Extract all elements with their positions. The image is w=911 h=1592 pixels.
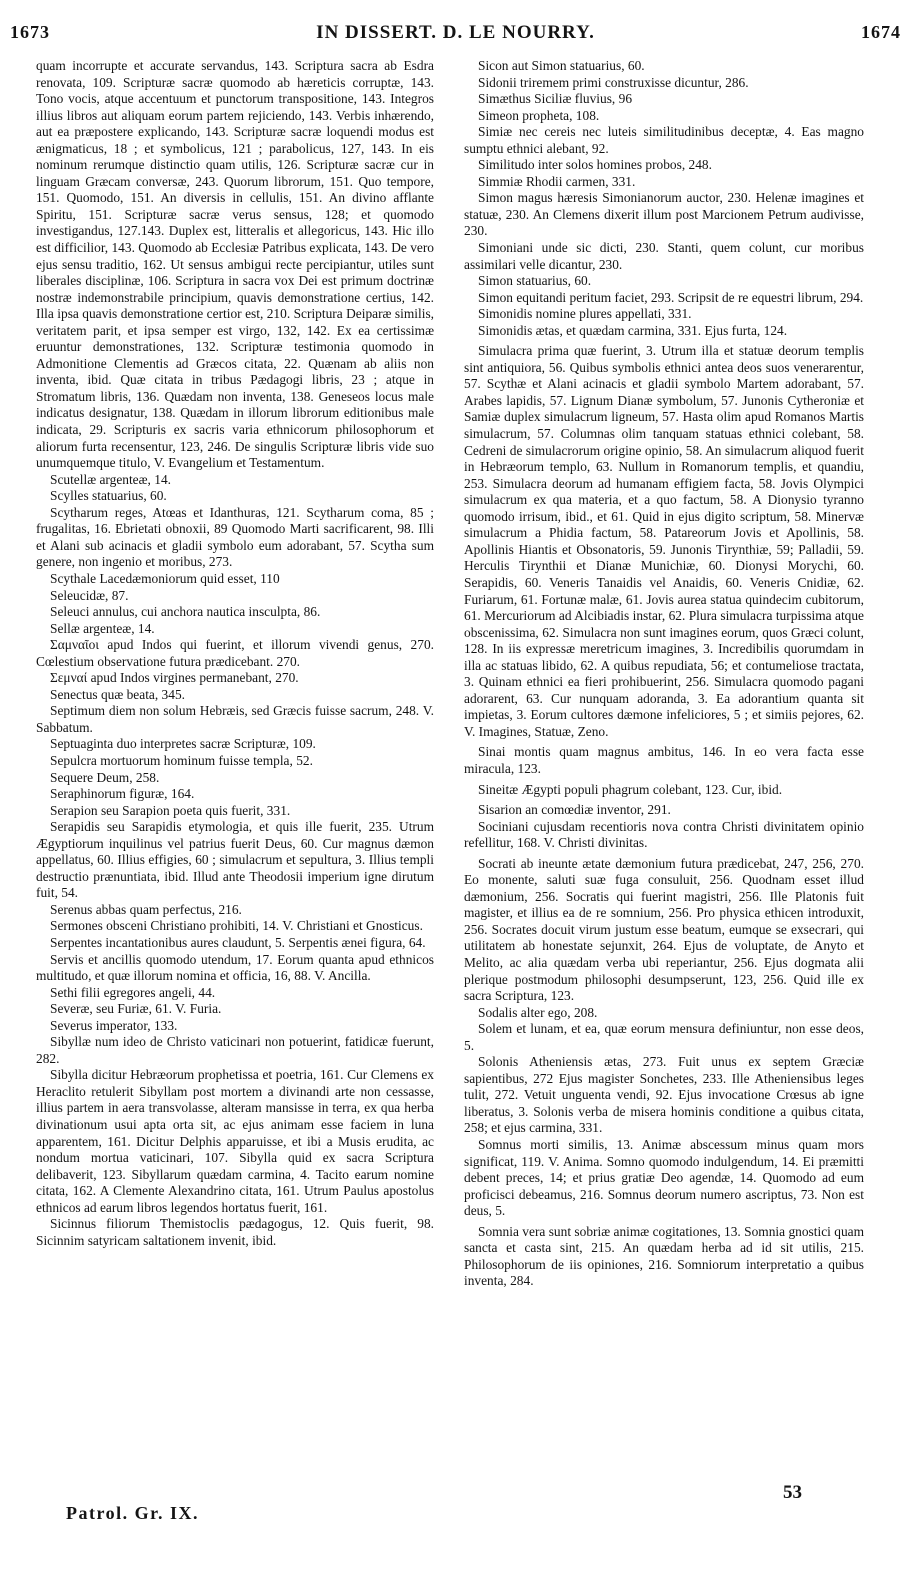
signature-number: 53 [783, 1482, 802, 1503]
index-entry: Sibyllæ num ideo de Christo vaticinari non potuerint, fatidicæ fuerunt, 282. [36, 1034, 434, 1066]
index-entry: Σεμναί apud Indos virgines permanebant, 270. [50, 670, 299, 686]
index-entry: Sidonii triremem primi construxisse dicuntur, 286. [478, 74, 749, 90]
page-header [10, 18, 901, 48]
index-entry: Scylles statuarius, 60. [50, 488, 167, 504]
index-entry: Solem et lunam, et ea, quæ eorum mensura definiuntur, non esse deos, 5. [464, 1021, 864, 1053]
right-column [464, 58, 864, 1290]
index-entry: Σαμναῖοι apud Indos qui fuerint, et illorum vivendi genus, 270. Cœlestium observatione futura prædicebant. 270. [36, 637, 434, 669]
index-entry: Socrati ab ineunte ætate dæmonium futura prædicebat, 247, 256, 270. Eo monente, saluti suæ fuga consuluit, 256. Quodnam esset illud dæmonium, 256. Socratis qui fuerint magistri, 256. Ille Platonis fuit magister, et illius ea de re somnium, 256. Pro physica ethicen introduxit, 256. Socrates docuit virum justum esse beatum, eumque se exsecrari, qui utilitatem ab honestate sejunxit, 264. Ejus de voluptate, de Anyto et Melito, ac alia quædam verba ubi reperiantur, 256. Ejus dogmata alii plerique postmodum philosophi desumpserunt, 123, 256. Quid ille ex sacra Scriptura, 123. [464, 855, 864, 1004]
index-entry: quam incorrupte et accurate servandus, 143. Scriptura sacra ab Esdra renovata, 109. Scripturæ sacræ quomodo ab hæreticis corruptæ, 143. Tono vocis, atque accentuum et punctorum transpositione, 143. Integros illius libros aut aliquam eorum partem rejiciendo, 143. Verbis inhærendo, aut ea præpostere explicando, 143. Scripturæ sacræ loquendi modus est ænigmaticus, 18 ; et symbolicus, 121 ; parabolicus, 127, 143. In eis nominum rerumque distinctio quam utilis, 126. Scripturæ sacræ cur in linguam Græcam conversæ, 243. Quorum librorum, 151. Quo tempore, 151. Quomodo, 151. An diversis in cellulis, 151. An divino afflante Spiritu, 151. Scripturæ sacræ verus sensus, 128; et quomodo investigandus, 127.143. Duplex est, litteralis et allegoricus, 143. Hic illo est difficilior, 143. Quomodo ab Ecclesiæ Patribus explicata, 143. De vero ejus sensu traditio, 162. Ut sensus ambigui recte percipiantur, utiles sunt liberales disciplinæ, 106. Scriptura in sacra vox Dei est primum doctrinæ nostræ indemonstrabile principium, quavis demonstratione certius, 142. Illa ipsa quavis demonstratione certior est, 210. Scriptura Deiparæ similis, veritatem parit, et ipsa semper est virgo, 132, 142. Ex ea certissimæ eruuntur demonstrationes, 132. Scripturæ testimonia quomodo in Admonitione Clementis ad Græcos citata, 22. Quænam ab aliis non inventa, ibid. Quæ citata in tribus Pædagogi libris, 23 ; atque in Stromatum libris, 136. Quædam non inventa, 138. Geneseos locus male indicatus designatur, 138. Quædam in illorum librorum editionibus male indicata, 29. Scripturis ex sacris varia ethnicorum philosophorum et aliorum furta recensentur, 123, 246. De singulis Scripturæ libris vide suo unumquemque titulo, V. Evangelium et Testamentum. [36, 58, 434, 471]
index-entry: Scytharum reges, Atœas et Idanthuras, 121. Scytharum coma, 85 ; frugalitas, 16. Ebrietati obnoxii, 89 Quomodo Marti sacrificarent, 98. Illi et Alani sub acinacis et gladii symbolo eum adorabant, 57. Scytha sum genere, non ingenio et moribus, 273. [36, 504, 434, 570]
index-entry: Sellæ argenteæ, 14. [50, 620, 155, 636]
volume-citation: Patrol. Gr. IX. [66, 1503, 199, 1523]
column-number-right: 1674 [861, 22, 901, 42]
index-entry: Somnia vera sunt sobriæ animæ cogitationes, 13. Somnia gnostici quam sancta et casta sint, 215. An quædam herba ad id sit utilis, 215. Philosophorum de iis opiniones, 216. Somniorum interpretatio a quibus inventa, 284. [464, 1223, 864, 1289]
index-entry: Septimum diem non solum Hebræis, sed Græcis fuisse sacrum, 248. V. Sabbatum. [36, 703, 434, 735]
index-entry: Scutellæ argenteæ, 14. [50, 471, 171, 487]
index-entry: Serpentes incantationibus aures claudunt, 5. Serpentis ænei figura, 64. [50, 934, 426, 950]
index-entry: Sisarion an comœdiæ inventor, 291. [478, 802, 671, 818]
index-entry: Simon magus hæresis Simonianorum auctor, 230. Helenæ imagines et statuæ, 230. An Clemens dixerit illum post Marcionem Petrum audivisse, 230. [464, 190, 864, 239]
index-entry: Simoniani unde sic dicti, 230. Stanti, quem colunt, cur moribus assimilari velle dicantur, 230. [464, 240, 864, 272]
index-entry: Somnus morti similis, 13. Animæ abscessum minus quam mors significat, 119. V. Anima. Somno quomodo indulgendum, 14. Ei præmitti debent preces, 14; et prius gratiæ Deo agendæ, 14. Quomodo ad eum proficisci debeamus, 216. Somnus deorum numero ascriptus, 73. Non est deus, 5. [464, 1137, 864, 1219]
index-entry: Sicinnus filiorum Themistoclis pædagogus, 12. Quis fuerit, 98. Sicinnim satyricam saltationem invenit, ibid. [36, 1216, 434, 1248]
index-entry: Simmiæ Rhodii carmen, 331. [478, 173, 636, 189]
index-entry: Serapion seu Sarapion poeta quis fuerit, 331. [50, 802, 291, 818]
running-title: IN DISSERT. D. LE NOURRY. [316, 22, 595, 43]
index-entry: Senectus quæ beata, 345. [50, 686, 185, 702]
index-entry: Sinai montis quam magnus ambitus, 146. In eo vera facta esse miracula, 123. [464, 744, 864, 776]
index-entry: Sequere Deum, 258. [50, 769, 160, 785]
index-entry: Scythale Lacedæmoniorum quid esset, 110 [50, 570, 280, 586]
index-entry: Severæ, seu Furiæ, 61. V. Furia. [50, 1001, 222, 1017]
index-entry: Serenus abbas quam perfectus, 216. [50, 901, 242, 917]
index-entry: Sepulcra mortuorum hominum fuisse templa, 52. [50, 752, 313, 768]
index-entry: Severus imperator, 133. [50, 1017, 178, 1033]
index-entry: Sibylla dicitur Hebræorum prophetissa et poetria, 161. Cur Clemens ex Heraclito retulerit Sibyllam post mortem a divinandi arte non cessasse, illius partem in aera transvolasse, alteram mansisse in terra, ex qua herba divinationum usui apta orta sit, ac ejus animam esse faciem in luna apparentem, 161. Dicitur Delphis apparuisse, et ibi a Musis erudita, ac nondum mortua vaticinari, 107. Sibylla quid ex sacra Scriptura delibaverit, 123. Sibyllarum quædam carmina, 4. Tacito earum nomine citata, 162. A Clemente Alexandrino citata, 161. Utrum Paulus apostolus ethnicos ad earum libros legendos hortatus fuerit, 161. [36, 1067, 434, 1215]
index-entry: Sodalis alter ego, 208. [478, 1004, 598, 1020]
index-entry: Seraphinorum figuræ, 164. [50, 786, 195, 802]
index-entry: Simulacra prima quæ fuerint, 3. Utrum illa et statuæ deorum templis sint antiquiora, 56. Quibus symbolis ethnici antea deos suos venerarentur, 57. Scythæ et Alani acinacis et gladii symbolo Martem adorabant, 57. Arabes lapidis, 57. Lignum Dianæ symbolum, 57. Junonis Cytheroniæ et Samiæ duplex simulacrum ligneum, 57. Hasta olim apud Romanos Martis simulacrum, 57. Columnas olim tanquam statuas ethnici colebant, 58. Cedreni de simulacrorum origine opinio, 58. An simulacrum aliquod fuerit in Hebræorum templo, 63. Nullum in Romanorum templis, et quandiu, 253. Simulacra deorum ad humanam effigiem facta, 58. Jovis Olympici simulacrum ex qua materia, et a quo factum, 58. A Dionysio tyranno quomodo irrisum, ibid., et 61. Quid in ejus digito scriptum, 58. Minervæ simulacrum a Phidia factum, 58. Patareorum Jovis et Apollinis, 58. Apollinis Hiantis et Obsonatoris, 59. Junonis Tirynthiæ, 59; Palladii, 59. Herculis Tirynthii et Dianæ Munichiæ, 60. Dionysi Morychi, 60. Serapidis, 60. Veneris Tanaidis vel Anaidis, 60. Veneris Cnidiæ, 62. Furiarum, 61. Fortunæ malæ, 61. Jovis aurea statua quindecim cubitorum, 61. Mercuriorum ad Alcibiadis instar, 62. Plura simulacra turpissima atque obscenissima, 62. Simulacra non sunt imagines eorum, quos Græci colunt, 128. In iis expressæ meretricum imagines, 3. Incredibilis quorumdam in illa ac statuas libido, 62. A quibus repudiata, 56; et contumeliose tractata, 3. Quinam ethnici ea fieri prohibuerint, 256. Simulacra quomodo pagani adorarent, 63. Cur nunquam adoranda, 3. Ea adorantium quanta sit impietas, 3. Eorum cultores dæmone infeliciores, 5 ; et simiis pejores, 62. V. Imagines, Statuæ, Zeno. [464, 343, 864, 739]
index-entry: Serapidis seu Sarapidis etymologia, et quis ille fuerit, 235. Utrum Ægyptiorum inquilinus vel patrius fuerit Deus, 60. Cur magnus dæmon appellatus, 60. Illius effigies, 60 ; simulacrum et sepultura, 3. Illius templi destructio prænuntiata, ibid. Illud ante Theodosii imperium igne dirutum fuit, 54. [36, 819, 434, 901]
index-entry: Seleucidæ, 87. [50, 587, 129, 603]
index-entry: Solonis Atheniensis ætas, 273. Fuit unus ex septem Græciæ sapientibus, 272 Ejus magister Sonchetes, 233. Ille Atheniensibus leges tulit, 272. Vetuit unguenta vendi, 92. Ejus invocatione Crœsus ab igne liberatus, 3. Solonis verba de misera hominis conditione a quibus citata, 258; et ejus carmina, 331. [464, 1054, 864, 1136]
index-entry: Sineitæ Ægypti populi phagrum colebant, 123. Cur, ibid. [478, 781, 783, 797]
index-entry: Sethi filii egregores angeli, 44. [50, 984, 216, 1000]
index-entry: Servis et ancillis quomodo utendum, 17. Eorum quanta apud ethnicos multitudo, et quæ illorum nomina et officia, 16, 88. V. Ancilla. [36, 951, 434, 984]
index-entry: Sermones obsceni Christiano prohibiti, 14. V. Christiani et Gnosticus. [50, 918, 423, 934]
index-entry: Simon equitandi peritum faciet, 293. Scripsit de re equestri librum, 294. [478, 289, 864, 305]
index-entry: Sicon aut Simon statuarius, 60. [478, 58, 645, 73]
index-entry: Simonidis nomine plures appellati, 331. [478, 306, 692, 322]
index-entry: Simon statuarius, 60. [478, 273, 592, 289]
index-entry: Simonidis ætas, et quædam carmina, 331. Ejus furta, 124. [478, 322, 788, 338]
index-entry: Seleuci annulus, cui anchora nautica insculpta, 86. [50, 604, 321, 620]
index-entry: Simæthus Siciliæ fluvius, 96 [478, 91, 633, 107]
column-number-left: 1673 [10, 22, 50, 42]
left-column [36, 58, 434, 1249]
index-entry: Sociniani cujusdam recentioris nova contra Christi divinitatem opinio refellitur, 168. V. Christi divinitas. [464, 818, 864, 851]
index-entry: Similitudo inter solos homines probos, 248. [478, 157, 712, 173]
index-entry: Simiæ nec cereis nec luteis similitudinibus deceptæ, 4. Eas magno sumptu ethnici alebant, 92. [464, 124, 864, 156]
index-entry: Simeon propheta, 108. [478, 107, 600, 123]
index-entry: Septuaginta duo interpretes sacræ Scripturæ, 109. [50, 736, 316, 752]
